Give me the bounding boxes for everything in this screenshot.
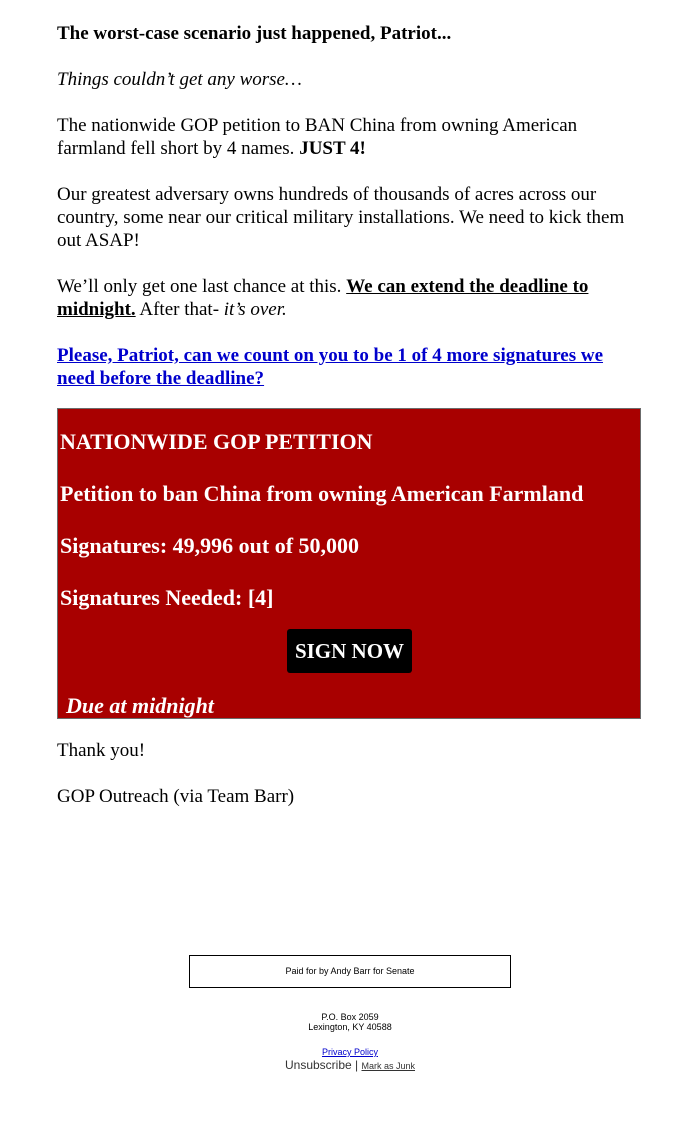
shortfall-emphasis: JUST 4! xyxy=(299,138,366,159)
footer-separator: | xyxy=(351,1058,362,1072)
unsubscribe-row xyxy=(0,1058,700,1073)
deadline-italic: it’s over. xyxy=(223,299,287,320)
due-at-midnight: Due at midnight xyxy=(66,693,214,718)
cta-link[interactable]: Please, Patriot, can we count on you to be 1 of 4 more signatures we need before the deadline? xyxy=(57,345,604,389)
sign-now-button[interactable]: SIGN NOW xyxy=(287,629,412,673)
petition-title: NATIONWIDE GOP PETITION xyxy=(60,429,373,454)
privacy-policy-link[interactable]: Privacy Policy xyxy=(321,1047,378,1057)
address-line-2: Lexington, KY 40588 xyxy=(308,1022,392,1032)
deadline-text: We’ll only get one last chance at this. xyxy=(57,276,347,297)
signature-count: Signatures: 49,996 out of 50,000 xyxy=(60,533,360,558)
sender-signature: GOP Outreach (via Team Barr) xyxy=(57,786,295,807)
headline: The worst-case scenario just happened, Patriot... xyxy=(57,23,452,44)
paid-for-disclaimer: Paid for by Andy Barr for Senate xyxy=(189,955,511,988)
thanks-text: Thank you! xyxy=(57,740,146,761)
paragraph-adversary: Our greatest adversary owns hundreds of thousands of acres across our country, some near our critical military installations. We need to kick them out ASAP! xyxy=(57,184,625,251)
deadline-after: After that- xyxy=(135,299,224,320)
petition-box[interactable] xyxy=(57,408,641,719)
paragraph-petition-shortfall xyxy=(57,114,643,160)
mark-as-junk-link[interactable]: Mark as Junk xyxy=(361,1061,416,1071)
paragraph-deadline xyxy=(57,275,643,321)
signatures-needed: Signatures Needed: [4] xyxy=(60,585,274,610)
subhead: Things couldn’t get any worse… xyxy=(57,69,302,90)
cta-paragraph xyxy=(57,344,643,390)
shortfall-text: The nationwide GOP petition to BAN China from owning American farmland fell short by 4 names. xyxy=(57,115,578,159)
privacy-row xyxy=(0,1047,700,1057)
petition-subtitle: Petition to ban China from owning American Farmland xyxy=(60,481,584,506)
extend-deadline-link[interactable]: We can extend the deadline to midnight. xyxy=(57,276,589,320)
address-line-1: P.O. Box 2059 xyxy=(321,1012,379,1022)
unsubscribe-link[interactable]: Unsubscribe xyxy=(284,1058,352,1072)
